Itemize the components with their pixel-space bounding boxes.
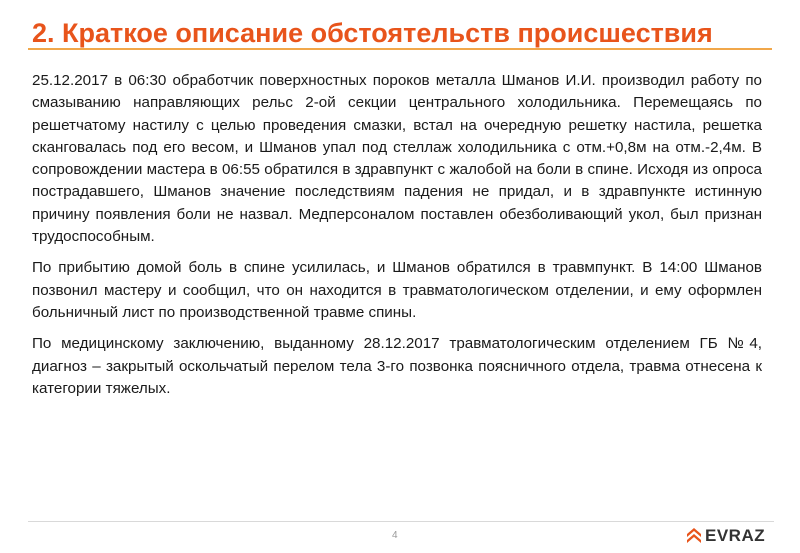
- evraz-logo-icon: [687, 528, 701, 544]
- paragraph-incident: 25.12.2017 в 06:30 обработчик поверхностных пороков металла Шманов И.И. производил работу по смазыванию направляющих рельс 2-ой секции центрального холодильника. Перемещаясь по решетчатому настилу с целью проведения смазки, встал на очередную решетку настила, решетка сканговалась под его весом, и Шманов упал под стеллаж холодильника с отм.+0,8м на отм.-2,4м. В сопровождении мастера в 06:55 обратился в здравпункт с жалобой на боли в спине. Исходя из опроса пострадавшего, Шманов значение последствиям падения не придал, и в здравпункте истинную причину появления боли не назвал. Медперсоналом поставлен обезболивающий укол, был признан трудоспособным.: [32, 72, 762, 246]
- title-underline: [28, 48, 772, 50]
- paragraph-followup: По прибытию домой боль в спине усилилась, и Шманов обратился в травмпункт. В 14:00 Шманов позвонил мастеру и сообщил, что он находится в травматологическом отделении, и ему оформлен больничный лист по производственной травме спины.: [32, 259, 762, 321]
- slide-title: 2. Краткое описание обстоятельств происшествия: [32, 18, 713, 48]
- page-number: 4: [392, 530, 398, 541]
- evraz-logo: [687, 527, 765, 545]
- paragraph-diagnosis: По медицинскому заключению, выданному 28.12.2017 травматологическим отделением ГБ №4, диагноз – закрытый оскольчатый перелом тела 3-го позвонка поясничного отдела, травма отнесена к категории тяжелых.: [32, 335, 762, 397]
- logo-text: EVRAZ: [705, 526, 766, 545]
- slide-body: [32, 70, 762, 409]
- footer-divider: [28, 521, 774, 522]
